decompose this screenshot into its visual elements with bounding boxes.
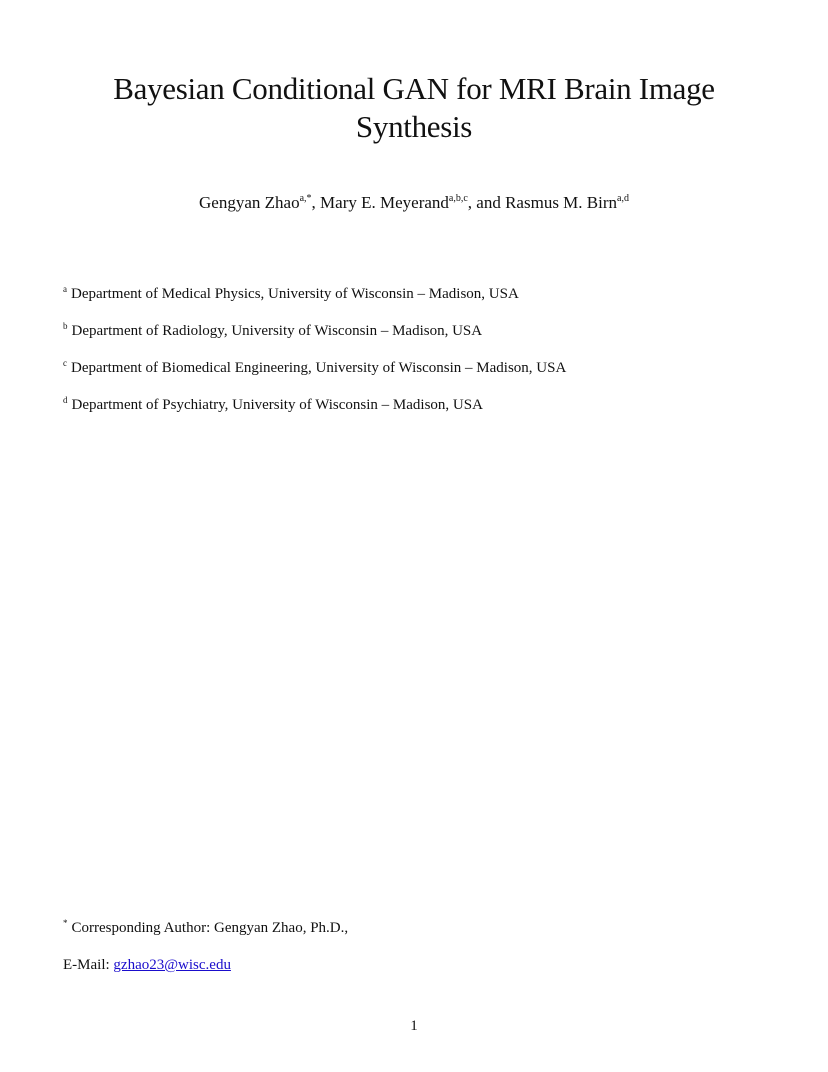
author-affiliation-marks: a,d: [617, 193, 629, 204]
affiliation-item: [63, 358, 566, 378]
affiliation-mark: a: [63, 284, 67, 294]
corresponding-text: Corresponding Author: Gengyan Zhao, Ph.D.,: [71, 920, 349, 936]
affiliation-item: [63, 284, 519, 304]
author-name: Mary E. Meyerand: [320, 193, 449, 212]
affiliation-text: Department of Psychiatry, University of Wisconsin – Madison, USA: [71, 397, 483, 413]
affiliation-text: Department of Biomedical Engineering, University of Wisconsin – Madison, USA: [71, 360, 567, 376]
email-link[interactable]: gzhao23@wisc.edu: [113, 957, 231, 973]
affiliation-mark: c: [63, 358, 67, 368]
author-separator: ,: [311, 193, 321, 212]
title-line-2: Synthesis: [355, 109, 473, 144]
corresponding-author-note: [63, 918, 348, 938]
email-line: [63, 955, 231, 975]
paper-title: [0, 70, 828, 146]
author-affiliation-marks: a,b,c: [448, 193, 468, 204]
corresponding-mark: *: [63, 918, 68, 928]
author-name: Rasmus M. Birn: [505, 193, 618, 212]
affiliation-mark: d: [63, 395, 68, 405]
author-conjunction: , and: [467, 193, 506, 212]
affiliation-mark: b: [63, 321, 68, 331]
author-list: [0, 192, 828, 214]
title-line-1: Bayesian Conditional GAN for MRI Brain Image: [113, 71, 715, 106]
author-name: Gengyan Zhao: [199, 193, 300, 212]
affiliation-item: [63, 395, 483, 415]
email-label: E-Mail:: [63, 957, 114, 973]
affiliation-item: [63, 321, 482, 341]
page-number: 1: [410, 1018, 418, 1034]
affiliation-text: Department of Radiology, University of Wisconsin – Madison, USA: [71, 323, 483, 339]
author-affiliation-marks: a,*: [299, 193, 312, 204]
affiliation-text: Department of Medical Physics, University of Wisconsin – Madison, USA: [71, 286, 519, 302]
